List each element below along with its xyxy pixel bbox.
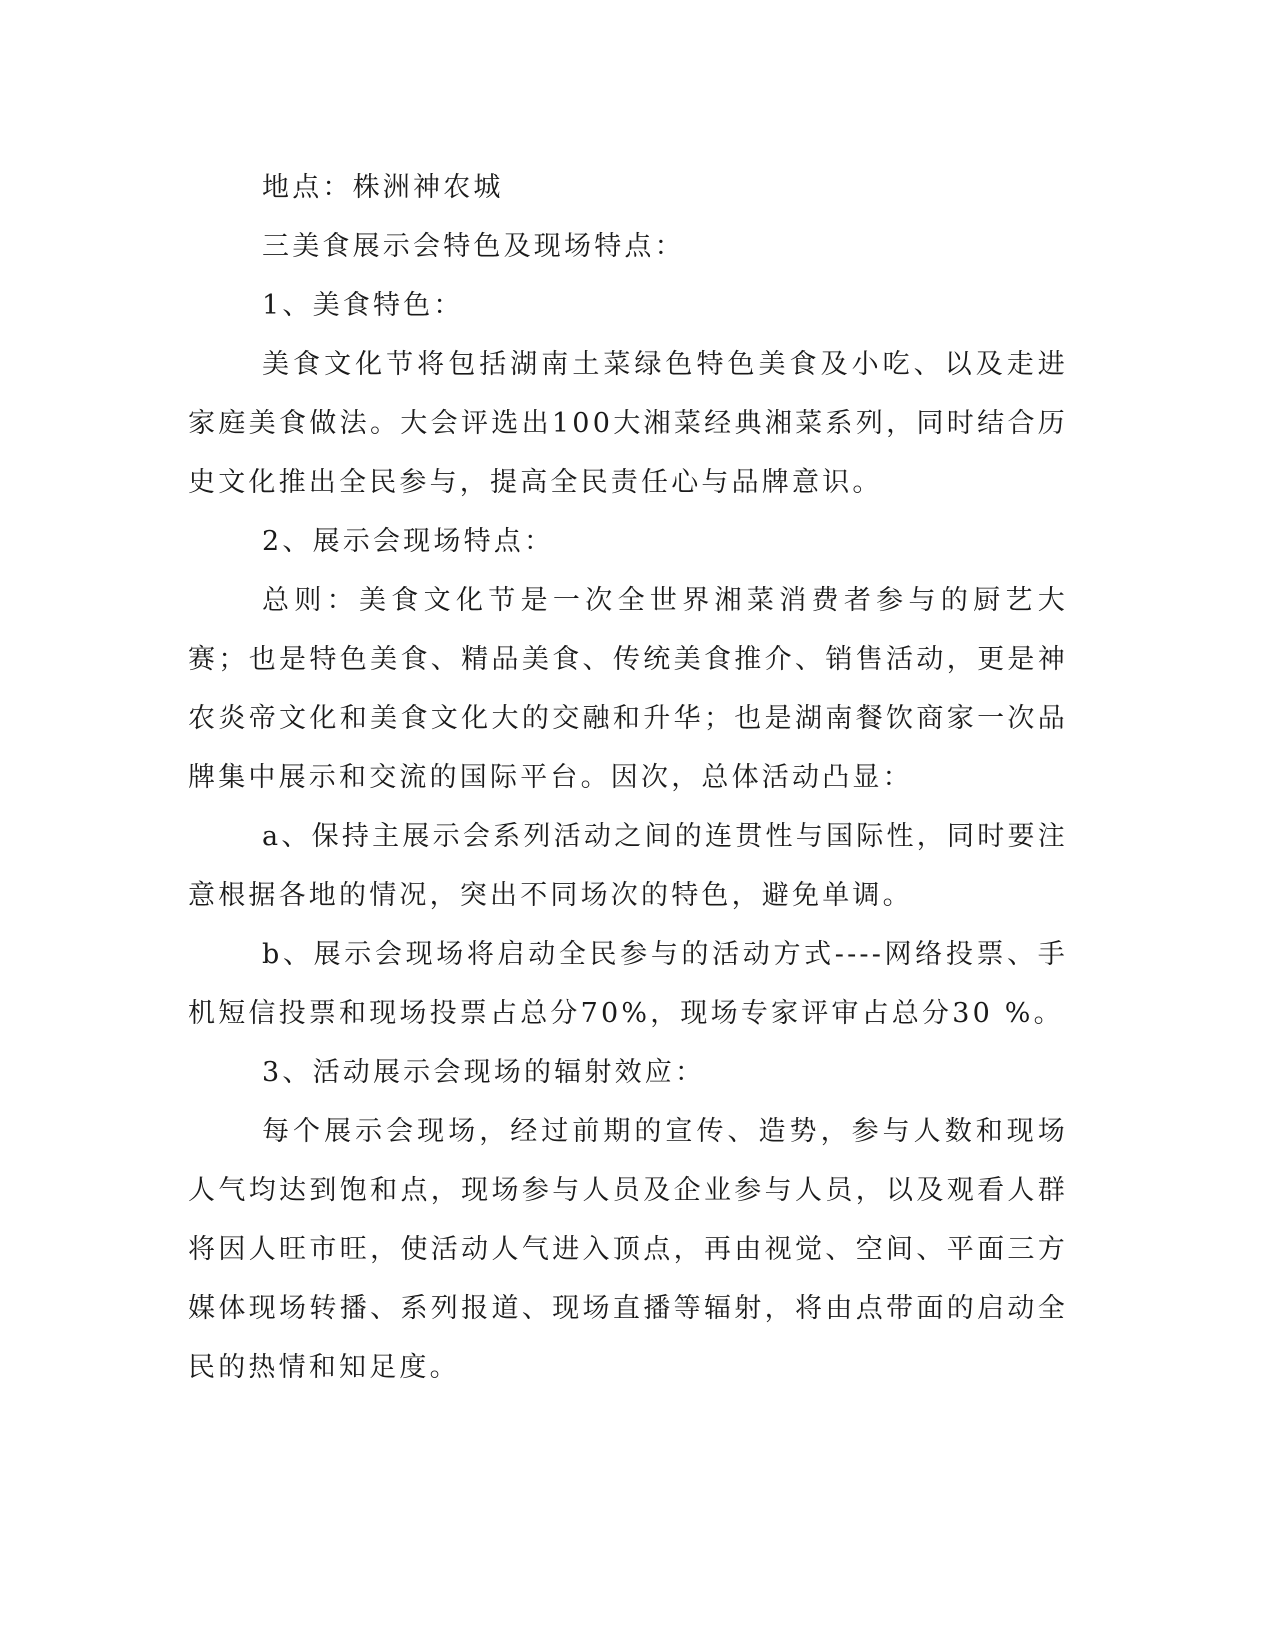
document-body [188,158,1068,1397]
paragraph-item-b: b、展示会现场将启动全民参与的活动方式----网络投票、手机短信投票和现场投票占总分70%，现场专家评审占总分30 %。 [188,939,1068,1029]
section-heading-3: 三美食展示会特色及现场特点： [262,231,685,262]
subheading-radiation-effect: 3、活动展示会现场的辐射效应： [262,1057,706,1088]
paragraph-food-features: 美食文化节将包括湖南土菜绿色特色美食及小吃、以及走进家庭美食做法。大会评选出100大湘菜经典湘菜系列，同时结合历史文化推出全民参与，提高全民责任心与品牌意识。 [188,349,1068,498]
subheading-venue-features: 2、展示会现场特点： [262,526,555,557]
location-line: 地点：株洲神农城 [262,172,504,203]
paragraph-general-principle: 总则：美食文化节是一次全世界湘菜消费者参与的厨艺大赛；也是特色美食、精品美食、传统美食推介、销售活动，更是神农炎帝文化和美食文化大的交融和升华；也是湖南餐饮商家一次品牌集中展示和交流的国际平台。因次，总体活动凸显： [188,585,1068,793]
paragraph-radiation-effect: 每个展示会现场，经过前期的宣传、造势，参与人数和现场人气均达到饱和点，现场参与人员及企业参与人员，以及观看人群将因人旺市旺，使活动人气进入顶点，再由视觉、空间、平面三方媒体现场转播、系列报道、现场直播等辐射，将由点带面的启动全民的热情和知足度。 [188,1116,1068,1383]
subheading-food-features: 1、美食特色： [262,290,464,321]
paragraph-item-a: a、保持主展示会系列活动之间的连贯性与国际性，同时要注意根据各地的情况，突出不同场次的特色，避免单调。 [188,821,1068,911]
